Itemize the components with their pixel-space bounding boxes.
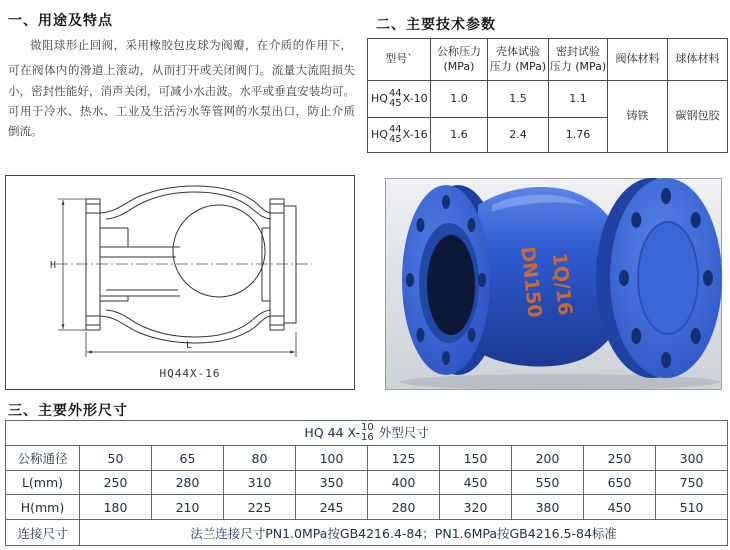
left-bolt-hole [417, 328, 425, 342]
table-cell: 320 [440, 495, 512, 520]
row-label: 连接尺寸 [6, 520, 80, 546]
dimensions-title [6, 421, 728, 446]
seal-test-cell: 1.76 [549, 118, 608, 153]
title-prefix: HQ 44 X- [304, 424, 360, 440]
table-cell: 225 [224, 495, 296, 520]
table-cell: 650 [584, 471, 656, 495]
drawing-frame [6, 176, 355, 390]
left-bolt-hole [468, 218, 476, 232]
row-label: H(mm) [6, 495, 80, 520]
table-cell: 80 [224, 446, 296, 471]
table-row-connection [6, 520, 728, 546]
spec-row [368, 81, 728, 118]
table-cell: 50 [80, 446, 152, 471]
section3-heading: 三、主要外形尺寸 [8, 403, 128, 419]
right-bolt-hole [631, 328, 641, 344]
table-cell: 100 [296, 446, 368, 471]
table-cell: 250 [80, 471, 152, 495]
left-bore-opening [427, 235, 475, 335]
right-flange-hub [638, 222, 698, 334]
left-bolt-hole [442, 351, 450, 365]
model-stacked-numbers [389, 125, 402, 145]
table-cell: 250 [584, 446, 656, 471]
header-seal-test [549, 39, 608, 81]
table-cell: 550 [512, 471, 584, 495]
header-nominal-pressure-line1: 公称压力 [437, 44, 481, 58]
photo-marking-size: DN150 [516, 245, 546, 319]
table-cell: 350 [296, 471, 368, 495]
description-line-2: 可在阀体内的滑道上滚动，从而打开或关闭阀门。流量大流阻损失 [8, 63, 355, 77]
right-bolt-hole [619, 270, 629, 286]
header-model: 型号` [368, 39, 431, 81]
valve-product-photo [385, 178, 722, 390]
header-nominal-pressure [431, 39, 488, 81]
header-nominal-pressure-line2: (MPa) [443, 59, 475, 73]
header-shell-test-line2: 压力 (MPa) [489, 59, 547, 73]
right-bolt-hole [703, 270, 713, 286]
description-line-3: 小，密封性能好，消声关闭，可减小水击波。水平或垂直安装均可。 [8, 84, 355, 98]
table-cell: 450 [440, 471, 512, 495]
model-cell [368, 118, 431, 153]
valve-technical-drawing [5, 175, 355, 390]
photo-marking-pressure: 1Q/16 [547, 251, 577, 317]
table-row-height [6, 495, 728, 520]
table-cell: 280 [368, 495, 440, 520]
ball-material-cell: 碳钢包胶 [668, 81, 728, 153]
table-cell: 200 [512, 446, 584, 471]
spec-header-row [368, 39, 728, 81]
dimensions-table [5, 420, 728, 546]
model-stacked-numbers [389, 89, 402, 109]
section2-heading: 二、主要技术参数 [376, 17, 496, 33]
model-suffix: X-10 [402, 92, 428, 105]
right-bolt-hole [631, 212, 641, 228]
table-cell: 65 [152, 446, 224, 471]
valve-body [478, 187, 615, 367]
description-line-5: 倒流。 [8, 124, 43, 138]
drawing-caption: HQ44X-16 [159, 367, 221, 380]
table-cell: 210 [152, 495, 224, 520]
table-cell: 400 [368, 471, 440, 495]
title-stacked-numbers [361, 423, 374, 443]
table-row-length [6, 471, 728, 495]
description-line-1: 微阻球形止回阀，采用橡胶包皮球为阀瓣，在介质的作用下， [30, 38, 352, 52]
model-sub: 45 [388, 134, 402, 145]
header-ball-material: 球体材料 [668, 39, 728, 81]
shell-test-cell: 1.5 [488, 81, 549, 118]
left-bolt-hole [468, 328, 476, 342]
table-cell: 245 [296, 495, 368, 520]
height-label: H [50, 260, 57, 271]
table-cell: 750 [656, 471, 728, 495]
table-cell: 310 [224, 471, 296, 495]
model-cell [368, 81, 431, 118]
table-cell: 300 [656, 446, 728, 471]
left-bolt-hole [406, 273, 414, 287]
table-cell: 380 [512, 495, 584, 520]
title-suffix: 外型尺寸 [378, 424, 429, 440]
nominal-pressure-cell: 1.0 [431, 81, 488, 118]
connection-standard-text: 法兰连接尺寸PN1.0MPa按GB4216.4-84；PN1.6MPa按GB4216.5-84标准 [80, 520, 728, 546]
right-bolt-hole [691, 328, 701, 344]
left-bolt-hole [417, 218, 425, 232]
model-suffix: X-16 [402, 128, 428, 141]
row-label: 公称通径 [6, 446, 80, 471]
right-bolt-hole [691, 212, 701, 228]
header-body-material: 阀体材料 [608, 39, 668, 81]
table-cell: 450 [584, 495, 656, 520]
shell-test-cell: 2.4 [488, 118, 549, 153]
model-prefix: HQ [371, 128, 388, 141]
length-label: L [186, 340, 193, 351]
table-cell: 125 [368, 446, 440, 471]
table-row-nominal-diameter [6, 446, 728, 471]
header-shell-test [488, 39, 549, 81]
body-material-cell: 铸铁 [608, 81, 668, 153]
section1-heading: 一、用途及特点 [8, 13, 113, 29]
technical-parameters-table [367, 38, 728, 153]
table-cell: 280 [152, 471, 224, 495]
table-cell: 150 [440, 446, 512, 471]
table-cell: 180 [80, 495, 152, 520]
header-seal-test-line2: 压力 (MPa) [549, 59, 607, 73]
header-shell-test-line1: 壳体试验 [496, 44, 540, 58]
seal-test-cell: 1.1 [549, 81, 608, 118]
nominal-pressure-cell: 1.6 [431, 118, 488, 153]
left-bolt-hole [478, 273, 486, 287]
model-prefix: HQ [371, 92, 388, 105]
right-bolt-hole [661, 188, 671, 204]
title-top: 10 [360, 422, 374, 434]
model-sub: 45 [388, 98, 402, 109]
table-cell: 510 [656, 495, 728, 520]
title-bottom: 16 [360, 432, 374, 444]
model-sup: 44 [388, 124, 402, 135]
dimensions-title-row [6, 421, 728, 446]
header-seal-test-line1: 密封试验 [556, 44, 600, 58]
row-label: L(mm) [6, 471, 80, 495]
right-bolt-hole [661, 352, 671, 368]
left-bolt-hole [442, 195, 450, 209]
model-sup: 44 [388, 88, 402, 99]
description-line-4: 可用于冷水、热水、工业及生活污水等管网的水泵出口，防止介质 [8, 104, 355, 118]
